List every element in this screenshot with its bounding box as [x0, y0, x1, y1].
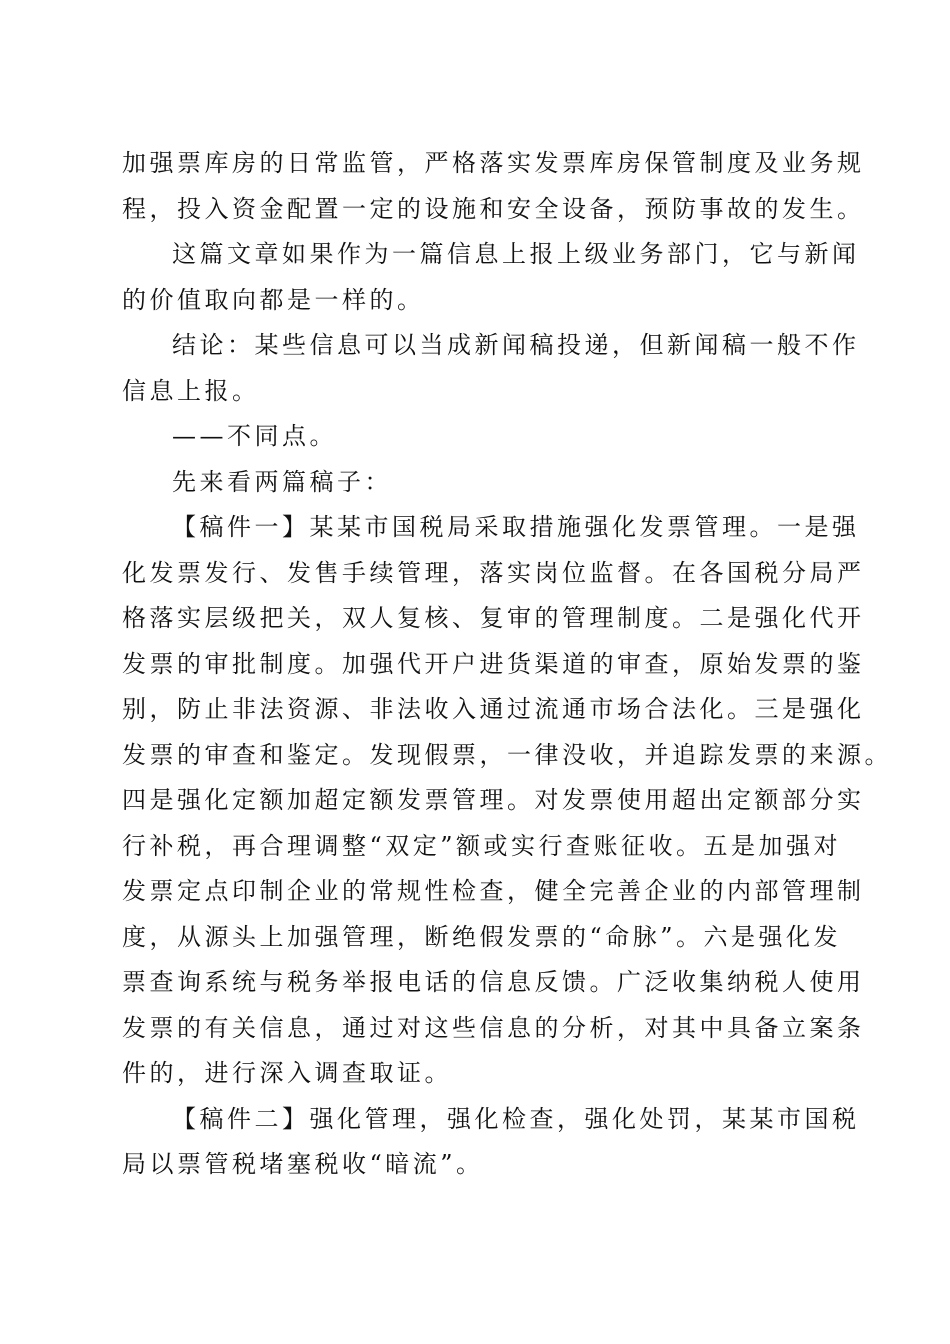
text-line: 的价值取向都是一样的。	[122, 285, 425, 314]
text-line: 行补税，再合理调整“双定”额或实行查账征收。五是加强对	[122, 831, 842, 860]
text-line: 结论：某些信息可以当成新闻稿投递，但新闻稿一般不作	[172, 331, 860, 359]
text-line: 【稿件二】强化管理，强化检查，强化处罚，某某市国税	[172, 1104, 860, 1133]
text-line: 发票的有关信息，通过对这些信息的分析，对其中具备立案条	[122, 1013, 865, 1042]
text-line: 【稿件一】某某市国税局采取措施强化发票管理。一是强	[172, 513, 860, 541]
text-line: 格落实层级把关，双人复核、复审的管理制度。二是强化代开	[122, 604, 865, 632]
text-line: 别，防止非法资源、非法收入通过流通市场合法化。三是强化	[122, 695, 865, 723]
text-line: 程，投入资金配置一定的设施和安全设备，预防事故的发生。	[122, 194, 865, 223]
text-line: 化发票发行、发售手续管理，落实岗位监督。在各国税分局严	[122, 558, 865, 587]
text-line: 发票定点印制企业的常规性检查，健全完善企业的内部管理制	[122, 877, 865, 905]
text-line: 加强票库房的日常监管，严格落实发票库房保管制度及业务规	[122, 149, 865, 177]
document-body	[122, 141, 892, 1188]
text-line: 先来看两篇稿子：	[172, 467, 392, 496]
text-line: 发票的审批制度。加强代开户进货渠道的审查，原始发票的鉴	[122, 649, 865, 678]
text-line: 发票的审查和鉴定。发现假票，一律没收，并追踪发票的来源。	[122, 740, 892, 769]
text-line: 票查询系统与税务举报电话的信息反馈。广泛收集纳税人使用	[122, 968, 865, 996]
text-line: 件的，进行深入调查取证。	[122, 1059, 452, 1087]
text-line: 这篇文章如果作为一篇信息上报上级业务部门，它与新闻	[172, 240, 860, 268]
text-line: ——不同点。	[172, 422, 337, 450]
text-line: 信息上报。	[122, 376, 260, 405]
text-line: 四是强化定额加超定额发票管理。对发票使用超出定额部分实	[122, 786, 865, 814]
text-line: 局以票管税堵塞税收“暗流”。	[122, 1150, 484, 1178]
text-line: 度，从源头上加强管理，断绝假发票的“命脉”。六是强化发	[122, 922, 842, 951]
